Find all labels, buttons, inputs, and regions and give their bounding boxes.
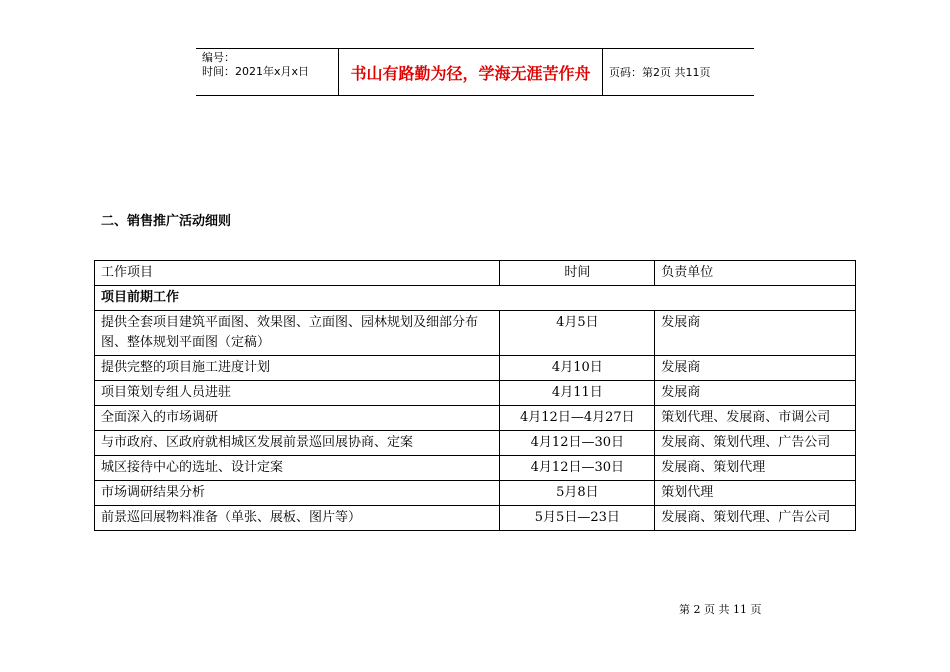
- header-page-info: 页码：第2页 共11页: [609, 66, 711, 79]
- item-cell: 提供全套项目建筑平面图、效果图、立面图、园林规划及细部分布图、整体规划平面图（定稿）: [95, 311, 500, 356]
- time-cell: 4月11日: [500, 381, 655, 406]
- table-row: [95, 431, 856, 456]
- time-cell: 4月12日—30日: [500, 431, 655, 456]
- item-cell: 前景巡回展物料准备（单张、展板、图片等）: [95, 506, 500, 531]
- page-footer: 第 2 页 共 11 页: [679, 603, 762, 616]
- owner-cell: 发展商、策划代理、广告公司: [655, 506, 856, 531]
- table-row: [95, 506, 856, 531]
- table-row: [95, 481, 856, 506]
- item-cell: 与市政府、区政府就相城区发展前景巡回展协商、定案: [95, 431, 500, 456]
- table-row: [95, 456, 856, 481]
- header-meta: [196, 49, 339, 95]
- time-cell: 4月12日—30日: [500, 456, 655, 481]
- owner-cell: 策划代理: [655, 481, 856, 506]
- table-header-row: [95, 261, 856, 286]
- owner-cell: 发展商: [655, 381, 856, 406]
- column-header-item: 工作项目: [95, 261, 500, 286]
- item-cell: 全面深入的市场调研: [95, 406, 500, 431]
- time-cell: 5月8日: [500, 481, 655, 506]
- time-cell: 4月5日: [500, 311, 655, 356]
- owner-cell: 发展商、策划代理: [655, 456, 856, 481]
- section-title: 二、销售推广活动细则: [101, 214, 232, 229]
- table-row: [95, 406, 856, 431]
- owner-cell: 发展商: [655, 356, 856, 381]
- page-header: [196, 48, 754, 96]
- table-row: [95, 356, 856, 381]
- item-cell: 项目策划专组人员进驻: [95, 381, 500, 406]
- header-motto: 书山有路勤为径，学海无涯苦作舟: [339, 49, 603, 95]
- item-cell: 提供完整的项目施工进度计划: [95, 356, 500, 381]
- number-label: 编号：: [202, 51, 235, 64]
- item-cell: 市场调研结果分析: [95, 481, 500, 506]
- owner-cell: 策划代理、发展商、市调公司: [655, 406, 856, 431]
- time-cell: 4月10日: [500, 356, 655, 381]
- item-cell: 城区接待中心的选址、设计定案: [95, 456, 500, 481]
- table-row: [95, 311, 856, 356]
- table-row: [95, 381, 856, 406]
- section-label: 项目前期工作: [95, 286, 856, 311]
- owner-cell: 发展商、策划代理、广告公司: [655, 431, 856, 456]
- owner-cell: 发展商: [655, 311, 856, 356]
- table-section-row: [95, 286, 856, 311]
- date-label: 时间：2021年x月x日: [202, 65, 310, 78]
- time-cell: 4月12日—4月27日: [500, 406, 655, 431]
- column-header-owner: 负责单位: [655, 261, 856, 286]
- time-cell: 5月5日—23日: [500, 506, 655, 531]
- column-header-time: 时间: [500, 261, 655, 286]
- activity-table: [94, 260, 856, 531]
